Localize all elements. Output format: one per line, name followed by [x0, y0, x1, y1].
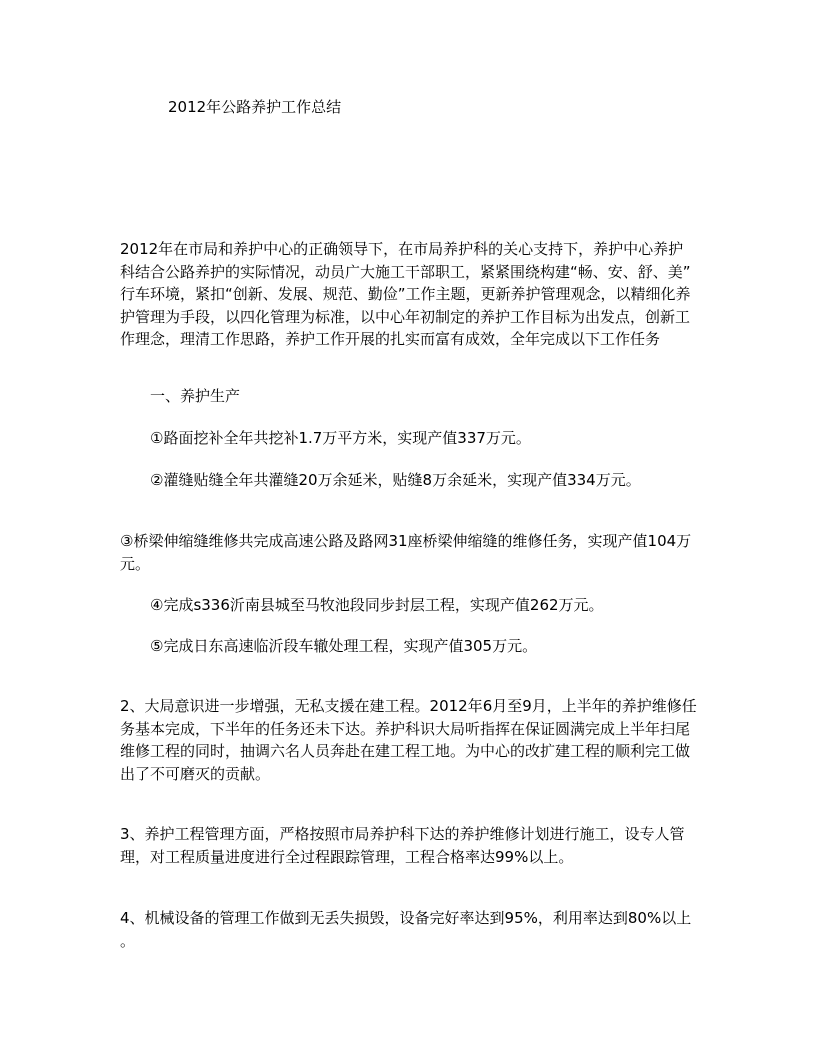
list-item-s336-sealing: ④完成s336沂南县城至马牧池段同步封层工程，实现产值262万元。: [150, 596, 604, 614]
section-3-paragraph: 3、养护工程管理方面，严格按照市局养护科下达的养护维修计划进行施工，设专人管理，对工程质量进度进行全过程跟踪管理，工程合格率达99%以上。: [120, 825, 685, 866]
intro-paragraph: 2012年在市局和养护中心的正确领导下，在市局养护科的关心支持下，养护中心养护科结合公路养护的实际情况，动员广大施工干部职工，紧紧围绕构建“畅、安、舒、美”行车环境，紧扣“创新、发展、规范、勤俭”工作主题，更新养护管理观念，以精细化养护管理为手段，以四化管理为标准，以中心年初制定的养护工作目标为出发点，创新工作理念，理清工作思路，养护工作开展的扎实而富有成效，全年完成以下工作任务: [120, 240, 691, 348]
list-item-crack-sealing: ②灌缝贴缝全年共灌缝20万余延米，贴缝8万余延米，实现产值334万元。: [150, 471, 641, 489]
section-2-paragraph: 2、大局意识进一步增强，无私支援在建工程。2012年6月至9月，上半年的养护维修任务基本完成，下半年的任务还未下达。养护科识大局听指挥在保证圆满完成上半年扫尾维修工程的同时，抽调六名人员奔赴在建工程工地。为中心的改扩建工程的顺利完工做出了不可磨灭的贡献。: [120, 697, 697, 783]
list-item-bridge-joints: ③桥梁伸缩缝维修共完成高速公路及路网31座桥梁伸缩缝的维修任务，实现产值104万元。: [120, 532, 692, 573]
section-4-paragraph: 4、机械设备的管理工作做到无丢失损毁，设备完好率达到95%，利用率达到80%以上。: [120, 909, 692, 950]
document-title: 2012年公路养护工作总结: [168, 98, 342, 116]
list-item-pavement-repair: ①路面挖补全年共挖补1.7万平方米，实现产值337万元。: [150, 429, 531, 447]
list-item-rut-treatment: ⑤完成日东高速临沂段车辙处理工程，实现产值305万元。: [150, 637, 538, 655]
section-heading-maintenance-production: 一、养护生产: [150, 387, 241, 405]
